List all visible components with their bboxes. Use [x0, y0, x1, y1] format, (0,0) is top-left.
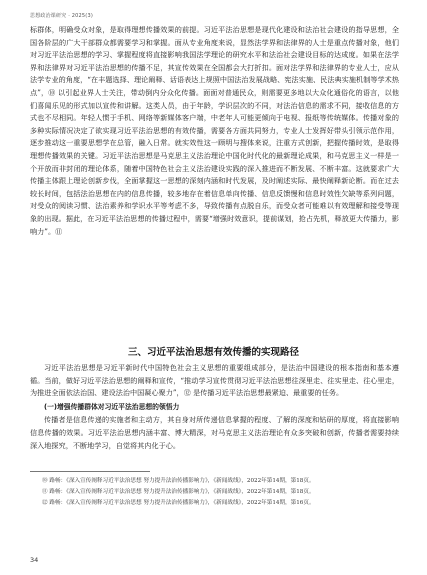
footnote: ⑪ 路畅：《深入宣传阐释习近平法治思想 努力提升法治传播影响力》，《新闻战线》，2022年第14期，第18页。 — [42, 489, 315, 495]
footnote: ⑫ 路畅：《深入宣传阐释习近平法治思想 努力提升法治传播影响力》，《新闻战线》，2022年第14期，第16页。 — [42, 500, 315, 506]
footnote: ⑩ 路畅：《深入宣传阐释习近平法治思想 努力提升法治传播影响力》，《新闻战线》，2022年第14期，第18页。 — [42, 478, 315, 484]
footnotes — [30, 476, 399, 509]
paragraph: 习近平法治思想是习近平新时代中国特色社会主义思想的重要组成部分，是法治中国建设的根本指南和基本遵循。当前，做好习近平法治思想的阐释和宣传，“推动学习宣传贯彻习近平法治思想往深里走、往实里走、往心里走，为推进全面依法治国、建设法治中国凝心聚力”，⑫ 是传播习近平法治思想最紧迫、最重要的任务。 — [30, 363, 399, 398]
body-text-top — [30, 24, 399, 238]
paragraph: 标群体，明确受众对象，是取得理想传播效果的前提。习近平法治思想是现代化建设和法治社会建设的指导思想，全国各阶层的广大干部群众都需要学习和掌握。面从专业角度来说，显然法学界和法律界的人士是重点传播对象，他们对习近平法治思想的学习、掌握程度将直接影响我国法学理论的研究水平和法治社会建设目标的达成度。如果在法学界和法律界对习近平法治思想的传播不足，其宣传效果在全国都会大打折扣。面对法学界和法律界的专业人士，应从法学专业的角度，“在丰题选择、理论阐释、话语表达上规照中国法治发展战略、宪法实施、民法典实施机制等学术热点”，⑩ 以引起业界人士关注，带动倒内分众化传播。面面对普通民众，则需要更多地以大众化通俗化的语言，以他们喜闻乐见的形式加以宣传和讲解。这类人员，由于年龄，学识层次的不同，对法治信息的需求不同，接收信息的方式也不尽相同。年轻人惯于手机、网络等新媒体客户端，中老年人可能更倾向于电视、报纸等传统媒体。传播对象的多种实际情况决定了欲实现习近平法治思想的有效传播，需要各方面共同努力，专业人士发挥好带头引领示范作用，逐步推动这一重要思想学在总管，融入日常。就实效性这一顾明与搜体来说，注重方式创新，把握传播时效，是取得理想传播效果的关键。习近平法治思想是马克思主义法治理论中国化时代化的最新理论成果，和马克思主义一样是一个开放而非封闭的理论体系，随着中国特色社会主义法治建设实践的深入推进而不断发展、不断丰富。这就要求广大传播主体跟上理论创新步伐，全面掌握这一思想的深刻内涵和时代发展，及时阐述实际、最快阐释新论断。而在过去较长时间，包括法治思想在内的信息传播，较多地存在着信息单向传播、信息反馈慢和信息时效性欠缺等系列问题，对受众的阅读习惯、法治素养和学识水平等考虑不多，导致传播有点脱自乐，而受众者可能难以有效理解和接受等现象的出现。据此，在习近平法治思想的传播过程中，需要“增强时效意识，提前谋划，抢占先机，释放更大传播力，影响力”。⑪ — [30, 25, 399, 236]
footnote-divider — [30, 471, 150, 472]
body-text-bottom — [30, 362, 399, 452]
page-number: 34 — [30, 556, 39, 564]
running-header: 思想政治课研究 · 2025(3) — [30, 13, 93, 19]
paragraph: 传播者是信息传递的实施者和主动方，其自身对所传递信息掌握的程度、了解的深度和钻研的厚度，将直接影响信息传播的效果。习近平法治思想内涵丰富、博大精深，对马克思主义法治理论有众多突破和创新，传播者需要持续深入地探究，不断地学习，自觉将其内化于心。 — [30, 415, 399, 450]
section-title: 三、习近平法治思想有效传播的实现路径 — [127, 347, 299, 358]
subheading: (一)增强传播群体对习近平法治思想的领悟力 — [44, 402, 180, 411]
